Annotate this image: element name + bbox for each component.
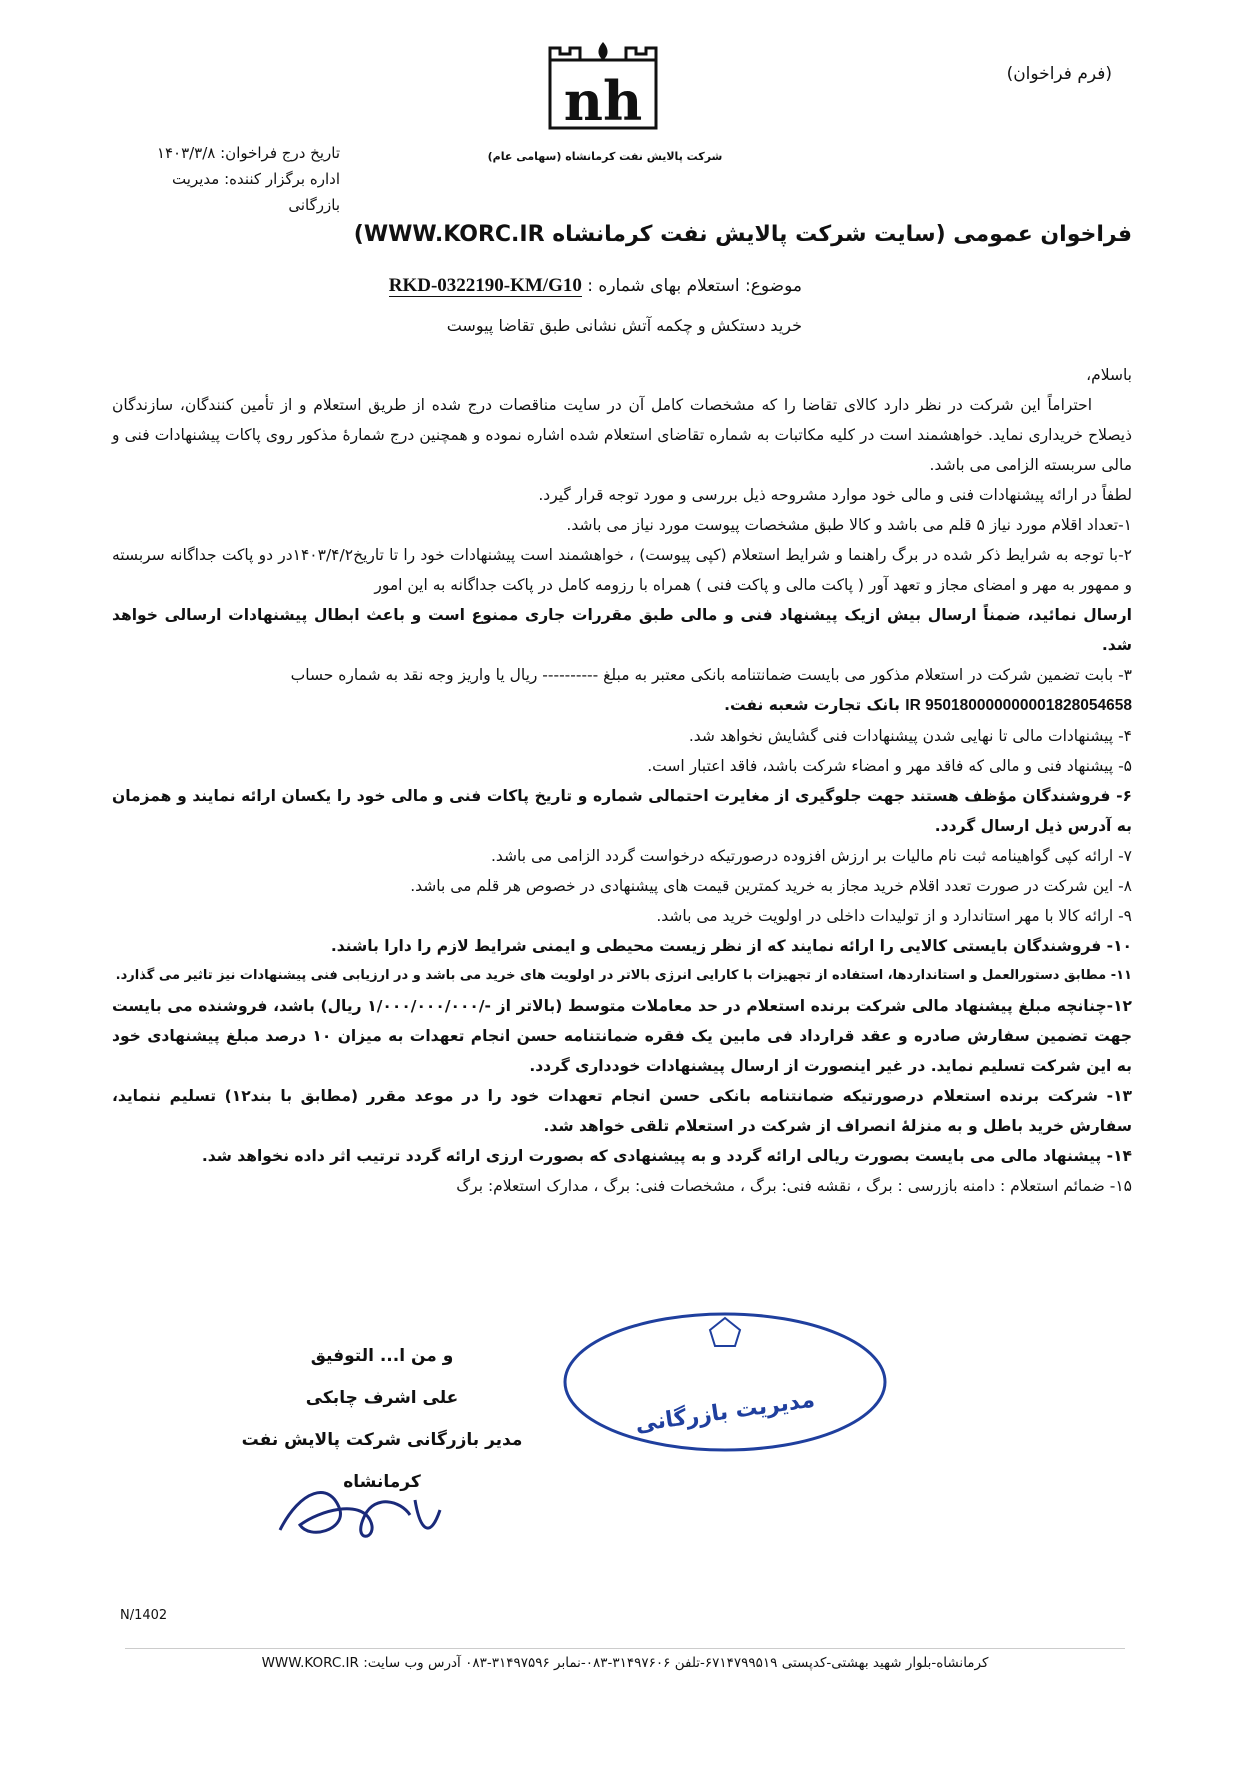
- stamp-text: مدیریت بازرگانی: [633, 1387, 817, 1438]
- account-number: IR 950180000000001828054658: [905, 697, 1132, 714]
- reference-code: N/1402: [120, 1608, 168, 1623]
- item-12: ۱۲-چنانچه مبلغ پیشنهاد مالی شرکت برنده استعلام در حد معاملات متوسط (بالاتر از -/۱/۰۰۰/۰۰۰/۰۰۰ ریال) باشد، فروشنده می بایست جهت تضمین سفارش صادره و عقد قرارداد فی مابین یک فقره ضمانتنامه حسن انجام تعهدات به میزان ۱۰ درصد مبلغ پیشنهادی خود به این شرکت تسلیم نماید. در غیر اینصورت از ارسال پیشنهادات خودداری گردد.: [112, 997, 1133, 1075]
- item-13: ۱۳- شرکت برنده استعلام درصورتیکه ضمانتنامه بانکی حسن انجام تعهدات خود را در موعد مقرر (مطابق با بند۱۲) تسلیم ننماید، سفارش خرید باطل و به منزلهٔ انصراف از شرکت در استعلام تلقی خواهد شد.: [112, 1087, 1132, 1135]
- bank-name: بانک تجارت شعبه نفت.: [724, 696, 900, 714]
- item-1: ۱-تعداد اقلام مورد نیاز ۵ قلم می باشد و کالا طبق مشخصات پیوست مورد نیاز می باشد.: [566, 516, 1132, 534]
- item-14: ۱۴- پیشنهاد مالی می بایست بصورت ریالی ارائه گردد و به پیشنهادی که بصورت ارزی ارائه گردد ترتیب اثر داده نخواهد شد.: [201, 1147, 1132, 1165]
- closing-phrase: و من ا... التوفیق: [310, 1346, 454, 1366]
- item-5: ۵- پیشنهاد فنی و مالی که فاقد مهر و امضاء شرکت باشد، فاقد اعتبار است.: [647, 757, 1132, 775]
- signer-position: مدیر بازرگانی شرکت پالایش نفت کرمانشاه: [241, 1430, 523, 1492]
- item-3b: [112, 690, 1132, 721]
- item-4: ۴- پیشنهادات مالی تا نهایی شدن پیشنهادات فنی گشایش نخواهد شد.: [688, 727, 1132, 745]
- subject-ref: RKD-0322190-KM/G10: [388, 275, 582, 296]
- footer-address: کرمانشاه-بلوار شهید بهشتی-کدپستی ۶۷۱۴۷۹۹۵۱۹-تلفن ۳۱۴۹۷۶۰۶-۰۸۳-نمابر ۳۱۴۹۷۵۹۶-۰۸۳ آدرس وب سایت: WWW.KORC.IR: [125, 1648, 1125, 1671]
- company-caption: شرکت پالایش نفت کرمانشاه (سهامی عام): [487, 150, 723, 163]
- page-title: فراخوان عمومی (سایت شرکت پالایش نفت کرمانشاه WWW.KORC.IR): [353, 222, 1132, 247]
- company-logo: [548, 40, 658, 130]
- item-7: ۷- ارائه کپی گواهینامه ثبت نام مالیات بر ارزش افزوده درصورتیکه درخواست گردد الزامی می باشد.: [490, 847, 1132, 865]
- letter-body: [112, 360, 1132, 1201]
- greeting: باسلام،: [1086, 366, 1132, 384]
- date-block: [120, 140, 340, 218]
- signer-name: علی اشرف چابکی: [305, 1388, 459, 1408]
- item-15: ۱۵- ضمائم استعلام : دامنه بازرسی : برگ ، نقشه فنی: برگ ، مشخصات فنی: برگ ، مدارک استعلام: برگ: [456, 1177, 1132, 1195]
- item-2a: ۲-با توجه به شرایط ذکر شده در برگ راهنما و شرایط استعلام (کپی پیوست) ، خواهشمند است پیشنهادات خود را تا تاریخ۱۴۰۳/۴/۲در دو پاکت جداگانه سربسته و ممهور به مهر و امضای مجاز و تعهد آور ( پاکت مالی و پاکت فنی ) همراه با رزومه کامل در پاکت جداگانه به این امور: [112, 546, 1132, 594]
- item-10: ۱۰- فروشندگان بایستی کالایی را ارائه نمایند که از نظر زیست محیطی و ایمنی شرایط لازم را دارا باشند.: [330, 937, 1132, 955]
- item-9: ۹- ارائه کالا با مهر استاندارد و از تولیدات داخلی در اولویت خرید می باشد.: [656, 907, 1132, 925]
- subject-label: موضوع: استعلام بهای شماره :: [587, 276, 802, 296]
- subject-line: [389, 275, 802, 297]
- handwritten-signature: [270, 1470, 450, 1560]
- item-11: ۱۱- مطابق دستورالعمل و استانداردها، استفاده از تجهیزات با کارایی انرژی بالاتر در اولویت های خرید می باشد و در ارزیابی فنی پیشنهادات نیز تاثیر می گذارد.: [115, 968, 1132, 983]
- intro-paragraph: احتراماً این شرکت در نظر دارد کالای تقاضا را که مشخصات کامل آن در سایت مناقصات درج شده از طریق استعلام و از تأمین کنندگان، سازندگان ذیصلاح خریداری نماید. خواهشمند است در کلیه مکاتبات به شماره تقاضای استعلام شده اشاره نموده و همچنین درج شمارهٔ مذکور روی پاکات پیشنهادات فنی و مالی سربسته الزامی می باشد.: [112, 396, 1132, 474]
- item-6: ۶- فروشندگان مؤظف هستند جهت جلوگیری از مغایرت احتمالی شماره و تاریخ پاکات فنی و مالی خود را یکسان ارائه نمایند و همزمان به آدرس ذیل ارسال گردد.: [112, 787, 1132, 835]
- form-label: (فرم فراخوان): [1006, 64, 1112, 84]
- item-8: ۸- این شرکت در صورت تعدد اقلام خرید مجاز به خرید کمترین قیمت های پیشنهادی در خصوص هر قلم می باشد.: [410, 877, 1132, 895]
- date-line: تاریخ درج فراخوان: ۱۴۰۳/۳/۸: [156, 144, 340, 162]
- item-3a: ۳- بابت تضمین شرکت در استعلام مذکور می بایست ضمانتنامه بانکی معتبر به مبلغ ---------- ریال یا واریز وجه نقد به شماره حساب: [290, 666, 1132, 684]
- subject-description: خرید دستکش و چکمه آتش نشانی طبق تقاضا پیوست: [446, 316, 802, 335]
- department-line: اداره برگزار کننده: مدیریت بازرگانی: [172, 170, 340, 214]
- note-paragraph: لطفاً در ارائه پیشنهادات فنی و مالی خود موارد مشروحه ذیل بررسی و مورد توجه قرار گیرد.: [538, 486, 1132, 504]
- svg-text:nh: nh: [563, 69, 643, 130]
- item-2b: ارسال نمائید، ضمناً ارسال بیش ازیک پیشنهاد فنی و مالی طبق مقررات جاری ممنوع است و باعث ابطال پیشنهادات ارسالی خواهد شد.: [112, 606, 1132, 654]
